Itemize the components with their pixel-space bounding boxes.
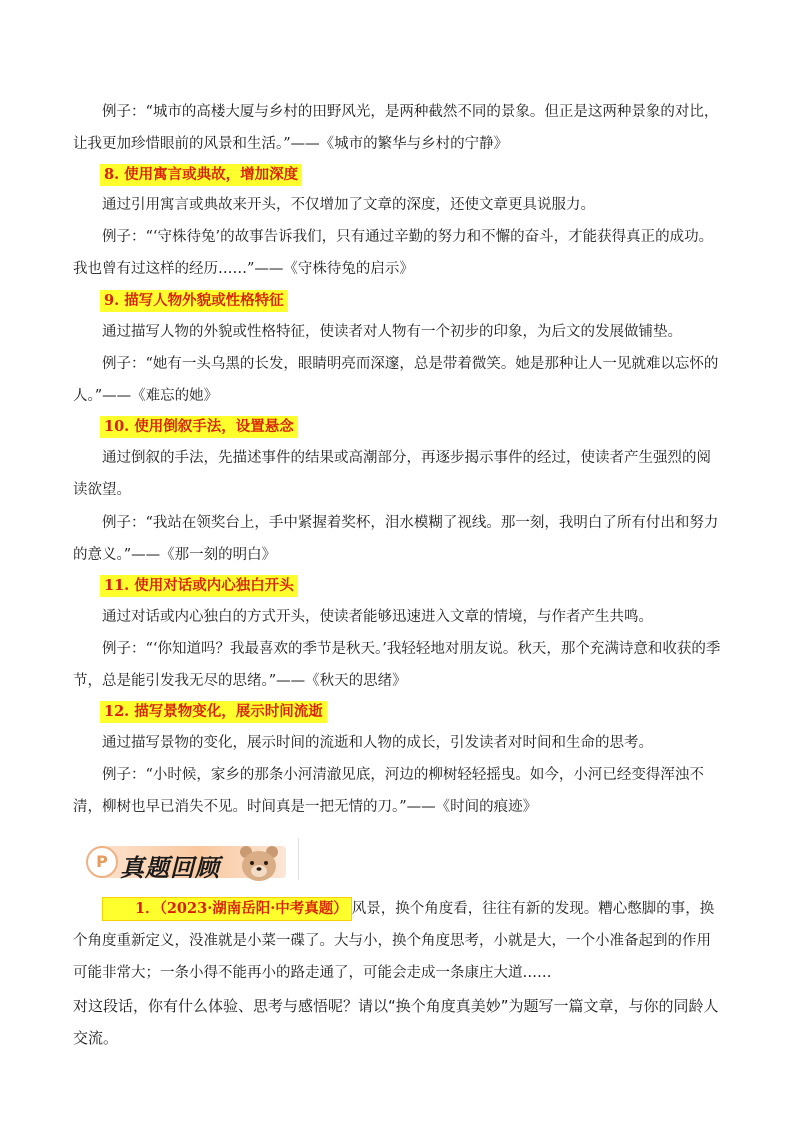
- writing-prompt: 对这段话，你有什么体验、思考与感悟呢？请以“换个角度真美妙”为题写一篇文章，与你的同龄人交流。: [73, 997, 719, 1047]
- section-heading-9: 9. 描写人物外貌或性格特征: [100, 290, 288, 312]
- section-heading-12: 12. 描写景物变化，展示时间流逝: [100, 701, 327, 723]
- divider: [298, 838, 299, 880]
- section-heading-10: 10. 使用倒叙手法，设置悬念: [100, 416, 298, 438]
- section-heading-8: 8. 使用寓言或典故，增加深度: [100, 164, 302, 186]
- example-paragraph: 例子：“小时候，家乡的那条小河清澈见底，河边的柳树轻轻摇曳。如今，小河已经变得浑浊不清，柳树也早已消失不见。时间真是一把无情的刀。”——《时间的痕迹》: [73, 767, 704, 815]
- banner-title: 真题回顾: [120, 854, 220, 882]
- description-paragraph: 通过倒叙的手法，先描述事件的结果或高潮部分，再逐步揭示事件的经过，使读者产生强烈的阅读欲望。: [73, 450, 711, 498]
- example-paragraph: 例子：“她有一头乌黑的长发，眼睛明亮而深邃，总是带着微笑。她是那种让人一见就难以忘怀的人。”——《难忘的她》: [73, 356, 719, 404]
- example-paragraph: 例子：“‘守株待兔’的故事告诉我们，只有通过辛勤的努力和不懈的奋斗，才能获得真正的成功。我也曾有过这样的经历……”——《守株待兔的启示》: [73, 229, 714, 277]
- bear-mascot-icon: [236, 842, 282, 882]
- p-logo-icon: P: [86, 846, 118, 878]
- section-heading-11: 11. 使用对话或内心独白开头: [100, 575, 298, 597]
- example-paragraph: 例子：“‘你知道吗？我最喜欢的季节是秋天。’我轻轻地对朋友说。秋天，那个充满诗意和收获的季节，总是能引发我无尽的思绪。”——《秋天的思绪》: [73, 641, 721, 689]
- question-body: 风景，换个角度看，往往有新的发现。糟心憋脚的事，换个角度重新定义，没准就是小菜一碟了。大与小，换个角度思考，小就是大，一个小准备起到的作用可能非常大；一条小得不能再小的路走通了，可能会走成一条康庄大道……: [73, 901, 715, 981]
- description-paragraph: 通过描写景物的变化，展示时间的流逝和人物的成长，引发读者对时间和生命的思考。: [102, 735, 653, 751]
- description-paragraph: 通过对话或内心独白的方式开头，使读者能够迅速进入文章的情境，与作者产生共鸣。: [102, 609, 653, 625]
- section-banner: [86, 836, 298, 884]
- example-paragraph: 例子：“我站在领奖台上，手中紧握着奖杯，泪水模糊了视线。那一刻，我明白了所有付出和努力的意义。”——《那一刻的明白》: [73, 515, 719, 563]
- description-paragraph: 通过描写人物的外貌或性格特征，使读者对人物有一个初步的印象，为后文的发展做铺垫。: [102, 324, 682, 340]
- example-paragraph: 例子：“城市的高楼大厦与乡村的田野风光，是两种截然不同的景象。但正是这两种景象的对比，让我更加珍惜眼前的风景和生活。”——《城市的繁华与乡村的宁静》: [73, 104, 719, 152]
- question-paragraph: [73, 893, 721, 989]
- description-paragraph: 通过引用寓言或典故来开头，不仅增加了文章的深度，还使文章更具说服力。: [102, 197, 595, 213]
- question-source-tag: 1．（2023·湖南岳阳·中考真题）: [102, 897, 352, 921]
